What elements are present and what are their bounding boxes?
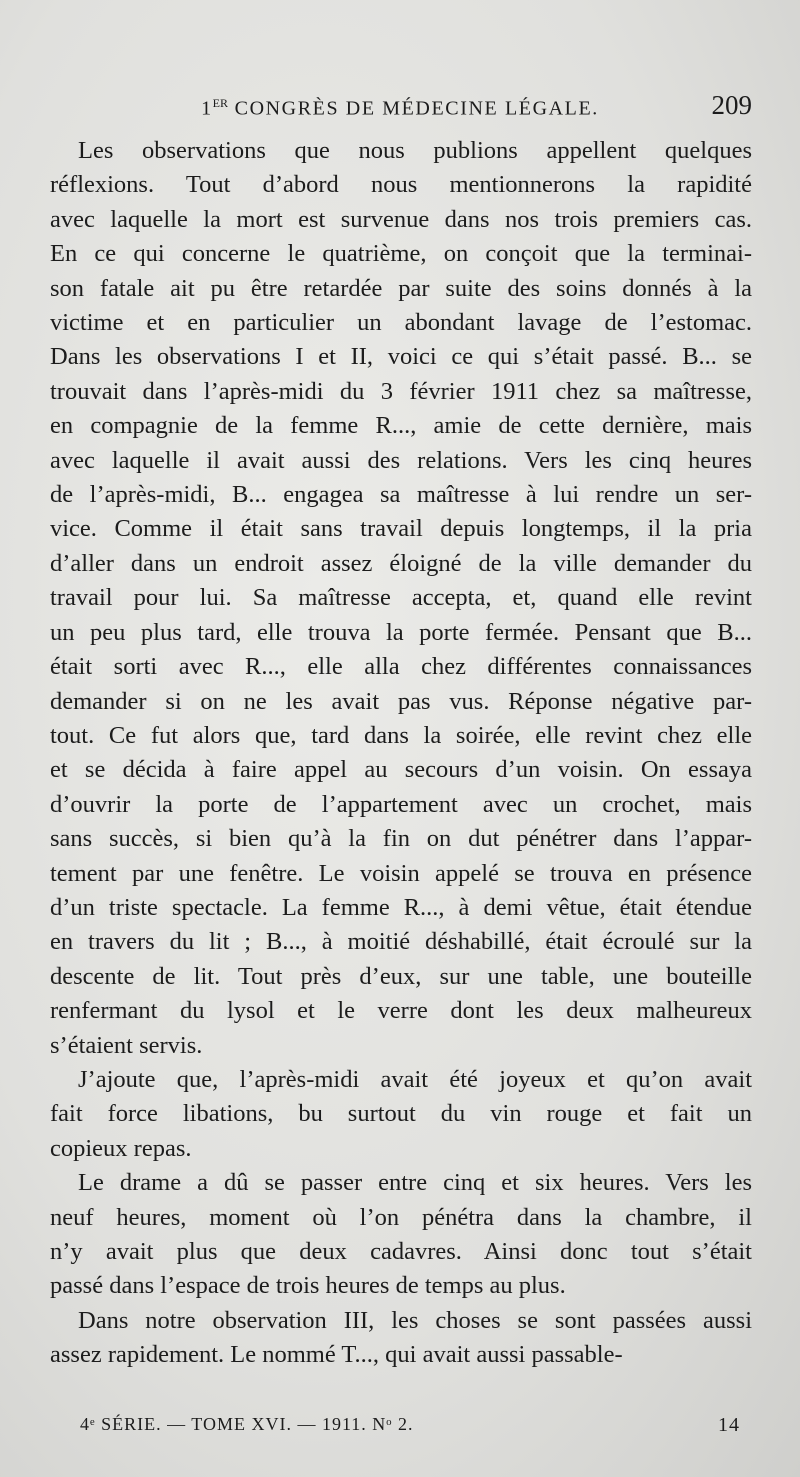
page-number: 209 bbox=[711, 90, 752, 120]
text-line: Dans notre observation III, les choses se sont passées aussi bbox=[78, 1306, 752, 1334]
text-line: En ce qui concerne le quatrième, on conçoit que la terminai- bbox=[50, 240, 752, 268]
text-line: avec laquelle la mort est survenue dans nos trois premiers cas. bbox=[50, 205, 752, 233]
text-line: trouvait dans l’après-midi du 3 février 1911 chez sa maîtresse, bbox=[50, 377, 752, 405]
signature-mark: 14 bbox=[718, 1414, 740, 1436]
paragraph bbox=[50, 1166, 752, 1304]
page-footer bbox=[80, 1414, 740, 1444]
running-head bbox=[48, 96, 752, 121]
text-line: son fatale ait pu être retardée par suite des soins donnés à la bbox=[50, 274, 752, 302]
text-line: d’aller dans un endroit assez éloigné de la ville demander du bbox=[50, 549, 752, 577]
text-line: renfermant du lysol et le verre dont les deux malheureux bbox=[50, 997, 752, 1025]
text-line: Le drame a dû se passer entre cinq et six heures. Vers les bbox=[78, 1169, 752, 1197]
text-line: demander si on ne les avait pas vus. Réponse négative par- bbox=[50, 687, 752, 715]
text-line: descente de lit. Tout près d’eux, sur une table, une bouteille bbox=[50, 962, 752, 990]
text-line: n’y avait plus que deux cadavres. Ainsi donc tout s’était bbox=[50, 1238, 752, 1265]
text-line: passé dans l’espace de trois heures de temps au plus. bbox=[50, 1272, 566, 1300]
text-line: un peu plus tard, elle trouva la porte fermée. Pensant que B... bbox=[50, 618, 752, 646]
paragraph bbox=[50, 1304, 752, 1373]
text-line: en travers du lit ; B..., à moitié déshabillé, était écroulé sur la bbox=[50, 928, 752, 956]
running-head-ordinal: 1 bbox=[201, 97, 213, 120]
text-line: était sorti avec R..., elle alla chez différentes connaissances bbox=[50, 653, 752, 681]
text-line: en compagnie de la femme R..., amie de cette dernière, mais bbox=[50, 412, 752, 440]
text-line: victime et en particulier un abondant lavage de l’estomac. bbox=[50, 309, 752, 337]
text-line: et se décida à faire appel au secours d’un voisin. On essaya bbox=[50, 756, 752, 784]
text-line: tement par une fenêtre. Le voisin appelé se trouva en présence bbox=[50, 859, 752, 887]
text-line: copieux repas. bbox=[50, 1134, 192, 1162]
text-line: d’ouvrir la porte de l’appartement avec un crochet, mais bbox=[50, 790, 752, 818]
page-header bbox=[48, 88, 752, 132]
text-line: travail pour lui. Sa maîtresse accepta, et, quand elle revint bbox=[50, 584, 752, 612]
text-line: fait force libations, bu surtout du vin rouge et fait un bbox=[50, 1100, 752, 1128]
text-line: d’un triste spectacle. La femme R..., à demi vêtue, était étendue bbox=[50, 893, 752, 921]
text-line: Les observations que nous publions appellent quelques bbox=[78, 137, 752, 164]
text-line: de l’après-midi, B... engagea sa maîtresse à lui rendre un ser- bbox=[50, 481, 752, 509]
paragraph bbox=[50, 134, 752, 1063]
body-text bbox=[50, 134, 752, 1373]
text-line: tout. Ce fut alors que, tard dans la soirée, elle revint chez elle bbox=[50, 721, 752, 749]
text-line: avec laquelle il avait aussi des relations. Vers les cinq heures bbox=[50, 446, 752, 474]
running-head-title: CONGRÈS DE MÉDECINE LÉGALE. bbox=[234, 97, 599, 120]
text-line: J’ajoute que, l’après-midi avait été joyeux et qu’on avait bbox=[78, 1065, 752, 1093]
printer-signature: 4ᵉ SÉRIE. — TOME XVI. — 1911. Nᵒ 2. bbox=[80, 1414, 414, 1434]
text-line: réflexions. Tout d’abord nous mentionnerons la rapidité bbox=[50, 171, 752, 199]
text-line: vice. Comme il était sans travail depuis longtemps, il la pria bbox=[50, 515, 752, 543]
text-line: Dans les observations I et II, voici ce qui s’était passé. B... se bbox=[50, 343, 752, 371]
text-line: sans succès, si bien qu’à la fin on dut pénétrer dans l’appar- bbox=[50, 825, 752, 853]
running-head-ordinal-sup: ER bbox=[212, 96, 229, 110]
text-line: neuf heures, moment où l’on pénétra dans la chambre, il bbox=[50, 1203, 752, 1231]
text-line: assez rapidement. Le nommé T..., qui avait aussi passable- bbox=[50, 1341, 623, 1369]
paragraph bbox=[50, 1063, 752, 1166]
text-line: s’étaient servis. bbox=[50, 1031, 203, 1059]
